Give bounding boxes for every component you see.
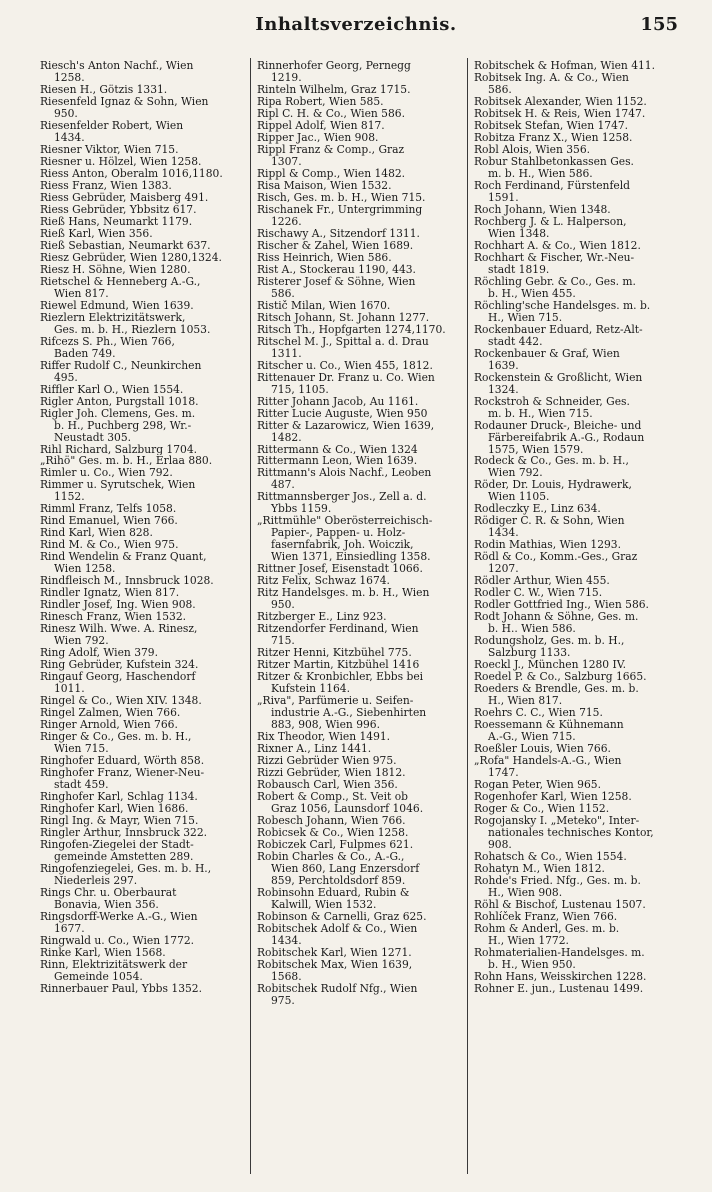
index-line: Robiczek Carl, Fulpmes 621. (257, 838, 414, 851)
index-line: Graz 1056, Launsdorf 1046. (271, 803, 424, 816)
index-line: Robitsek H. & Reis, Wien 1747. (474, 107, 646, 120)
index-line: Rindfleisch M., Innsbruck 1028. (40, 575, 214, 588)
index-line: Rinke Karl, Wien 1568. (40, 946, 166, 959)
index-line: Riewel Edmund, Wien 1639. (40, 299, 194, 312)
index-line: Rihl Richard, Salzburg 1704. (40, 443, 198, 456)
index-line: Rogojansky I. „Meteko", Inter- (474, 815, 640, 827)
index-line: Rizzi Gebrüder, Wien 1812. (257, 767, 406, 780)
index-line: Kufstein 1164. (271, 683, 350, 696)
index-line: Röder, Dr. Louis, Hydrawerk, (474, 479, 632, 492)
index-line: 1307. (271, 155, 302, 168)
index-line: Rodleczky E., Linz 634. (474, 503, 601, 516)
index-line: Ringwald u. Co., Wien 1772. (40, 934, 195, 947)
index-line: b. H., Wien 455. (488, 287, 576, 300)
index-line: Röhl & Bischof, Lustenau 1507. (474, 898, 646, 911)
index-line: Rogan Peter, Wien 965. (474, 779, 601, 792)
index-line: 1311. (271, 347, 302, 360)
index-line: Rittenauer Dr. Franz u. Co. Wien (257, 371, 435, 384)
index-line: Rieß Karl, Wien 356. (40, 227, 153, 240)
index-column-3 (474, 60, 685, 995)
index-line: Roeckl J., München 1280 IV. (474, 659, 626, 672)
index-line: Wien 1348. (488, 227, 550, 240)
index-line: Riesz H. Söhne, Wien 1280. (40, 263, 191, 276)
index-line: Wien 715. (54, 743, 109, 756)
index-column-1 (40, 60, 251, 995)
page-title: Inhaltsverzeichnis. (255, 14, 457, 35)
index-line: Rippl Franz & Comp., Graz (257, 143, 405, 156)
index-line: Rittermann & Co., Wien 1324 (257, 443, 418, 456)
index-line: Rodauner Druck-, Bleiche- und (474, 419, 642, 432)
index-line: Robesch Johann, Wien 766. (257, 815, 406, 827)
index-line: Ringer & Co., Ges. m. b. H., (40, 731, 192, 744)
index-line: Rohatyn M., Wien 1812. (474, 862, 605, 875)
index-line: m. b. H., Wien 586. (488, 167, 593, 180)
index-line: Ges. m. b. H., Riezlern 1053. (54, 323, 211, 336)
index-line: Rogenhofer Karl, Wien 1258. (474, 791, 632, 804)
index-line: Riss Heinrich, Wien 586. (257, 251, 392, 264)
index-line: Rinn, Elektrizitätswerk der (40, 958, 188, 971)
index-line: 1568. (271, 970, 302, 983)
index-line: Roch Johann, Wien 1348. (474, 203, 611, 216)
index-line: 1482. (271, 431, 302, 444)
index-line: 883, 908, Wien 996. (271, 719, 381, 732)
index-line: Robinson & Carnelli, Graz 625. (257, 910, 427, 923)
index-line: Wien 1258. (54, 563, 116, 576)
index-line: Riffler Karl O., Wien 1554. (40, 383, 184, 396)
index-line: „Rihö" Ges. m. b. H., Erlaa 880. (40, 455, 213, 468)
index-line: 1575, Wien 1579. (488, 443, 584, 456)
index-line: Ritter Lucie Auguste, Wien 950 (257, 407, 428, 420)
index-line: Ritzer Henni, Kitzbühel 775. (257, 647, 412, 660)
index-line: Rödler Arthur, Wien 455. (474, 575, 610, 588)
index-line: H., Wien 715. (488, 311, 563, 324)
index-line: Robinsohn Eduard, Rubin & (257, 886, 410, 899)
index-line: Riesch's Anton Nachf., Wien (40, 60, 194, 72)
index-line: Ripa Robert, Wien 585. (257, 95, 384, 108)
index-line: Rittmannsberger Jos., Zell a. d. (257, 491, 427, 504)
index-line: 1219. (271, 71, 302, 84)
index-line: Neustadt 305. (54, 431, 132, 444)
index-line: 1152. (54, 491, 85, 504)
index-line: Robert & Comp., St. Veit ob (257, 791, 408, 804)
index-line: Riesz Gebrüder, Wien 1280,1324. (40, 251, 222, 264)
index-line: Rifcezs S. Ph., Wien 766, (40, 335, 175, 348)
index-line: Rippel Adolf, Wien 817. (257, 119, 385, 132)
index-line: Rindler Ignatz, Wien 817. (40, 587, 180, 600)
index-line: gemeinde Amstetten 289. (54, 850, 194, 863)
index-line: Rieß Hans, Neumarkt 1179. (40, 215, 193, 228)
index-line: 1639. (488, 359, 519, 372)
index-line: Bonavia, Wien 356. (54, 898, 159, 911)
index-line: 495. (54, 371, 78, 384)
index-line: Roeders & Brendle, Ges. m. b. (474, 683, 639, 696)
index-line: Rodin Mathias, Wien 1293. (474, 539, 621, 552)
index-line: Rischawy A., Sitzendorf 1311. (257, 227, 420, 240)
index-line: Rind Wendelin & Franz Quant, (40, 551, 207, 564)
index-line: Färbereifabrik A.-G., Rodaun (488, 431, 645, 444)
index-line: Rinteln Wilhelm, Graz 1715. (257, 83, 411, 96)
column-divider (467, 58, 468, 1174)
index-line: Robitsek Ing. A. & Co., Wien (474, 71, 629, 84)
index-line: Rittermann Leon, Wien 1639. (257, 455, 418, 468)
index-column-2 (257, 60, 468, 1007)
index-line: Rippl & Comp., Wien 1482. (257, 167, 406, 180)
index-line: Rigler Joh. Clemens, Ges. m. (40, 407, 196, 420)
index-line: Riess Anton, Oberalm 1016,1180. (40, 167, 223, 180)
index-line: Gemeinde 1054. (54, 970, 143, 983)
index-line: Baden 749. (54, 347, 116, 360)
index-line: Ritter & Lazarowicz, Wien 1639, (257, 419, 435, 432)
index-line: Ritzer & Kronbichler, Ebbs bei (257, 671, 424, 684)
index-line: Ritsch Th., Hopfgarten 1274,1170. (257, 323, 446, 336)
index-line: industrie A.-G., Siebenhirten (271, 707, 427, 720)
index-line: Rodler C. W., Wien 715. (474, 587, 603, 600)
index-line: Ritscher u. Co., Wien 455, 1812. (257, 359, 433, 372)
index-line: Robur Stahlbetonkassen Ges. (474, 155, 634, 168)
index-line: b. H., Puchberg 298, Wr.- (54, 419, 192, 432)
index-line: Roger & Co., Wien 1152. (474, 803, 610, 816)
index-line: Riess Franz, Wien 1383. (40, 179, 172, 192)
index-line: Ritschel M. J., Spittal a. d. Drau (257, 335, 429, 348)
index-line: Rohmaterialien-Handelsges. m. (474, 946, 645, 959)
index-line: Rimler u. Co., Wien 792. (40, 467, 173, 480)
index-line: 1226. (271, 215, 302, 228)
index-line: Ringsdorff-Werke A.-G., Wien (40, 910, 198, 923)
index-line: 586. (271, 287, 295, 300)
index-line: Rinnerbauer Paul, Ybbs 1352. (40, 982, 202, 995)
index-line: Ringofen-Ziegelei der Stadt- (40, 838, 194, 851)
index-line: Roehrs C. C., Wien 715. (474, 707, 603, 720)
index-line: Ritzberger E., Linz 923. (257, 611, 387, 624)
index-line: 1434. (54, 131, 85, 144)
index-line: Robitza Franz X., Wien 1258. (474, 131, 633, 144)
index-line: Röchling'sche Handelsges. m. b. (474, 299, 651, 312)
index-line: Rohn Hans, Weisskirchen 1228. (474, 970, 647, 983)
index-line: H., Wien 817. (488, 695, 563, 708)
index-line: Robl Alois, Wien 356. (474, 143, 591, 156)
index-line: Rochhart A. & Co., Wien 1812. (474, 239, 641, 252)
index-line: Rodeck & Co., Ges. m. b. H., (474, 455, 629, 468)
index-line: Ritsch Johann, St. Johann 1277. (257, 311, 430, 324)
index-line: Wien 860, Lang Enzersdorf (271, 862, 420, 875)
index-line: Robicsek & Co., Wien 1258. (257, 827, 409, 839)
index-line: Rist A., Stockerau 1190, 443. (257, 263, 416, 276)
index-line: Robitschek & Hofman, Wien 411. (474, 60, 656, 72)
index-line: Papier-, Pappen- u. Holz- (271, 527, 406, 540)
index-line: Robitschek Max, Wien 1639, (257, 958, 413, 971)
index-line: Rohm & Anderl, Ges. m. b. (474, 922, 620, 935)
index-line: 1434. (488, 527, 519, 540)
index-line: fasernfabrik, Joh. Woiczik, (271, 539, 414, 552)
index-line: b. H.. Wien 586. (488, 623, 576, 636)
index-line: Rix Theodor, Wien 1491. (257, 731, 391, 744)
index-line: Rochberg J. & L. Halperson, (474, 215, 627, 228)
index-line: Wien 792. (488, 467, 543, 480)
index-line: Roedel P. & Co., Salzburg 1665. (474, 671, 647, 684)
index-line: 859, Perchtoldsdorf 859. (271, 874, 406, 887)
page-number: 155 (640, 14, 678, 35)
index-line: Ringauf Georg, Haschendorf (40, 671, 196, 684)
index-line: Robin Charles & Co., A.-G., (257, 850, 405, 863)
index-line: Ringel Zalmen, Wien 766. (40, 707, 181, 720)
index-line: Ring Gebrüder, Kufstein 324. (40, 659, 199, 672)
index-line: 1011. (54, 683, 85, 696)
index-line: Ritter Johann Jacob, Au 1161. (257, 395, 419, 408)
index-line: 1207. (488, 563, 519, 576)
index-line: 1747. (488, 767, 519, 780)
index-line: Ringer Arnold, Wien 766. (40, 719, 178, 732)
index-line: „Rofa" Handels-A.-G., Wien (474, 755, 622, 768)
index-line: Rimmer u. Syrutschek, Wien (40, 479, 196, 492)
index-line: Wien 817. (54, 287, 109, 300)
index-line: Rinesch Franz, Wien 1532. (40, 611, 187, 624)
index-line: Ritz Felix, Schwaz 1674. (257, 575, 390, 588)
index-line: Ringhofer Franz, Wiener-Neu- (40, 767, 205, 780)
index-line: Rischer & Zahel, Wien 1689. (257, 239, 414, 252)
index-line: Rockenstein & Großlicht, Wien (474, 371, 643, 384)
index-line: Robitschek Rudolf Nfg., Wien (257, 982, 418, 995)
index-line: Wien 792. (54, 635, 109, 648)
index-line: Rind Karl, Wien 828. (40, 527, 153, 540)
index-line: 1591. (488, 191, 519, 204)
index-line: Rochhart & Fischer, Wr.-Neu- (474, 251, 635, 264)
index-line: Rockenbauer & Graf, Wien (474, 347, 620, 360)
index-line: Rizzi Gebrüder Wien 975. (257, 755, 397, 768)
index-line: Rischanek Fr., Untergrimming (257, 203, 423, 216)
index-line: A.-G., Wien 715. (488, 731, 576, 744)
index-line: Ringler Arthur, Innsbruck 322. (40, 827, 208, 839)
index-line: Ringhofer Karl, Schlag 1134. (40, 791, 198, 804)
index-line: Ringofenziegelei, Ges. m. b. H., (40, 862, 212, 875)
index-line: 950. (271, 599, 295, 612)
index-line: Rohatsch & Co., Wien 1554. (474, 850, 627, 863)
index-line: stadt 1819. (488, 263, 550, 276)
index-line: 715. (271, 635, 295, 648)
index-line: H., Wien 1772. (488, 934, 569, 947)
index-line: Rittner Josef, Eisenstadt 1066. (257, 563, 423, 576)
index-line: Rieß Sebastian, Neumarkt 637. (40, 239, 211, 252)
page-header (0, 14, 712, 40)
index-line: 975. (271, 994, 295, 1007)
index-line: Risa Maison, Wien 1532. (257, 179, 392, 192)
index-line: Wien 1105. (488, 491, 550, 504)
index-line: Risterer Josef & Söhne, Wien (257, 275, 416, 288)
index-line: Robitschek Adolf & Co., Wien (257, 922, 418, 935)
index-line: 715, 1105. (271, 383, 329, 396)
index-line: Rodt Johann & Söhne, Ges. m. (474, 611, 639, 624)
index-line: Robitsek Alexander, Wien 1152. (474, 95, 647, 108)
index-line: Rings Chr. u. Oberbaurat (40, 886, 177, 899)
index-line: Riezlern Elektrizitätswerk, (40, 311, 186, 324)
index-line: stadt 459. (54, 779, 109, 792)
index-line: Rigler Anton, Purgstall 1018. (40, 395, 199, 408)
index-line: Riess Gebrüder, Ybbsitz 617. (40, 203, 197, 216)
index-line: Rohner E. jun., Lustenau 1499. (474, 982, 644, 995)
index-line: Rohlíček Franz, Wien 766. (474, 910, 618, 923)
index-line: Ripper Jac., Wien 908. (257, 131, 379, 144)
index-line: 586. (488, 83, 512, 96)
index-line: 1324. (488, 383, 519, 396)
index-line: Ring Adolf, Wien 379. (40, 647, 158, 660)
index-line: H., Wien 908. (488, 886, 563, 899)
index-line: Riesner u. Hölzel, Wien 1258. (40, 155, 202, 168)
index-line: nationales technisches Kontor, (488, 827, 654, 839)
index-line: Robausch Carl, Wien 356. (257, 779, 398, 792)
index-line: Rinesz Wilh. Wwe. A. Rinesz, (40, 623, 198, 636)
index-line: Rinnerhofer Georg, Pernegg (257, 60, 411, 72)
index-line: Rockenbauer Eduard, Retz-Alt- (474, 323, 643, 336)
index-line: Roeßler Louis, Wien 766. (474, 743, 611, 756)
index-line: Rietschel & Henneberg A.-G., (40, 275, 201, 288)
index-line: Salzburg 1133. (488, 647, 571, 660)
index-line: Ybbs 1159. (271, 503, 332, 516)
index-line: Rimml Franz, Telfs 1058. (40, 503, 177, 516)
index-line: Roch Ferdinand, Fürstenfeld (474, 179, 630, 192)
index-line: Rodungsholz, Ges. m. b. H., (474, 635, 625, 648)
index-line: Riesner Viktor, Wien 715. (40, 143, 179, 156)
index-line: Rind Emanuel, Wien 766. (40, 515, 178, 528)
index-line: „Rittmühle" Oberösterreichisch- (257, 515, 433, 528)
index-line: Ritz Handelsges. m. b. H., Wien (257, 587, 430, 600)
column-divider (250, 58, 251, 1174)
index-line: 487. (271, 479, 295, 492)
index-line: 908. (488, 838, 512, 851)
index-line: Ringel & Co., Wien XIV. 1348. (40, 695, 202, 708)
index-line: Ringhofer Karl, Wien 1686. (40, 803, 189, 816)
index-line: Rind M. & Co., Wien 975. (40, 539, 179, 552)
index-line: Rohde's Fried. Nfg., Ges. m. b. (474, 874, 641, 887)
index-line: Ringl Ing. & Mayr, Wien 715. (40, 815, 199, 827)
index-line: Riesen H., Götzis 1331. (40, 83, 168, 96)
index-line: Riesenfelder Robert, Wien (40, 119, 184, 132)
index-line: Niederleis 297. (54, 874, 138, 887)
index-line: Rockstroh & Schneider, Ges. (474, 395, 630, 408)
index-line: „Riva", Parfümerie u. Seifen- (257, 695, 414, 708)
index-line: Ritzer Martin, Kitzbühel 1416 (257, 659, 420, 672)
index-line: Rödiger C. R. & Sohn, Wien (474, 515, 625, 528)
index-line: Rodler Gottfried Ing., Wien 586. (474, 599, 649, 612)
index-line: 1677. (54, 922, 85, 935)
index-line: 950. (54, 107, 78, 120)
index-line: Robitsek Stefan, Wien 1747. (474, 119, 629, 132)
index-line: Ringhofer Eduard, Wörth 858. (40, 755, 205, 768)
index-line: m. b. H., Wien 715. (488, 407, 593, 420)
index-line: Rödl & Co., Komm.-Ges., Graz (474, 551, 638, 564)
index-line: 1434. (271, 934, 302, 947)
index-line: Ristič Milan, Wien 1670. (257, 299, 391, 312)
index-line: Röchling Gebr. & Co., Ges. m. (474, 275, 636, 288)
index-line: Rixner A., Linz 1441. (257, 743, 372, 756)
index-line: Roessemann & Kühnemann (474, 719, 624, 732)
index-line: 1258. (54, 71, 85, 84)
index-line: Rittmann's Alois Nachf., Leoben (257, 467, 432, 480)
index-line: Riesenfeld Ignaz & Sohn, Wien (40, 95, 209, 108)
index-line: Riess Gebrüder, Maisberg 491. (40, 191, 209, 204)
index-line: Robitschek Karl, Wien 1271. (257, 946, 412, 959)
index-line: Wien 1371, Einsiedling 1358. (271, 551, 431, 564)
index-line: b. H., Wien 950. (488, 958, 576, 971)
index-line: Rindler Josef, Ing. Wien 908. (40, 599, 196, 612)
index-line: Risch, Ges. m. b. H., Wien 715. (257, 191, 426, 204)
index-line: Kalwill, Wien 1532. (271, 898, 377, 911)
index-line: Ritzendorfer Ferdinand, Wien (257, 623, 419, 636)
index-line: Ripl C. H. & Co., Wien 586. (257, 107, 405, 120)
index-line: Riffer Rudolf C., Neunkirchen (40, 359, 202, 372)
index-line: stadt 442. (488, 335, 543, 348)
